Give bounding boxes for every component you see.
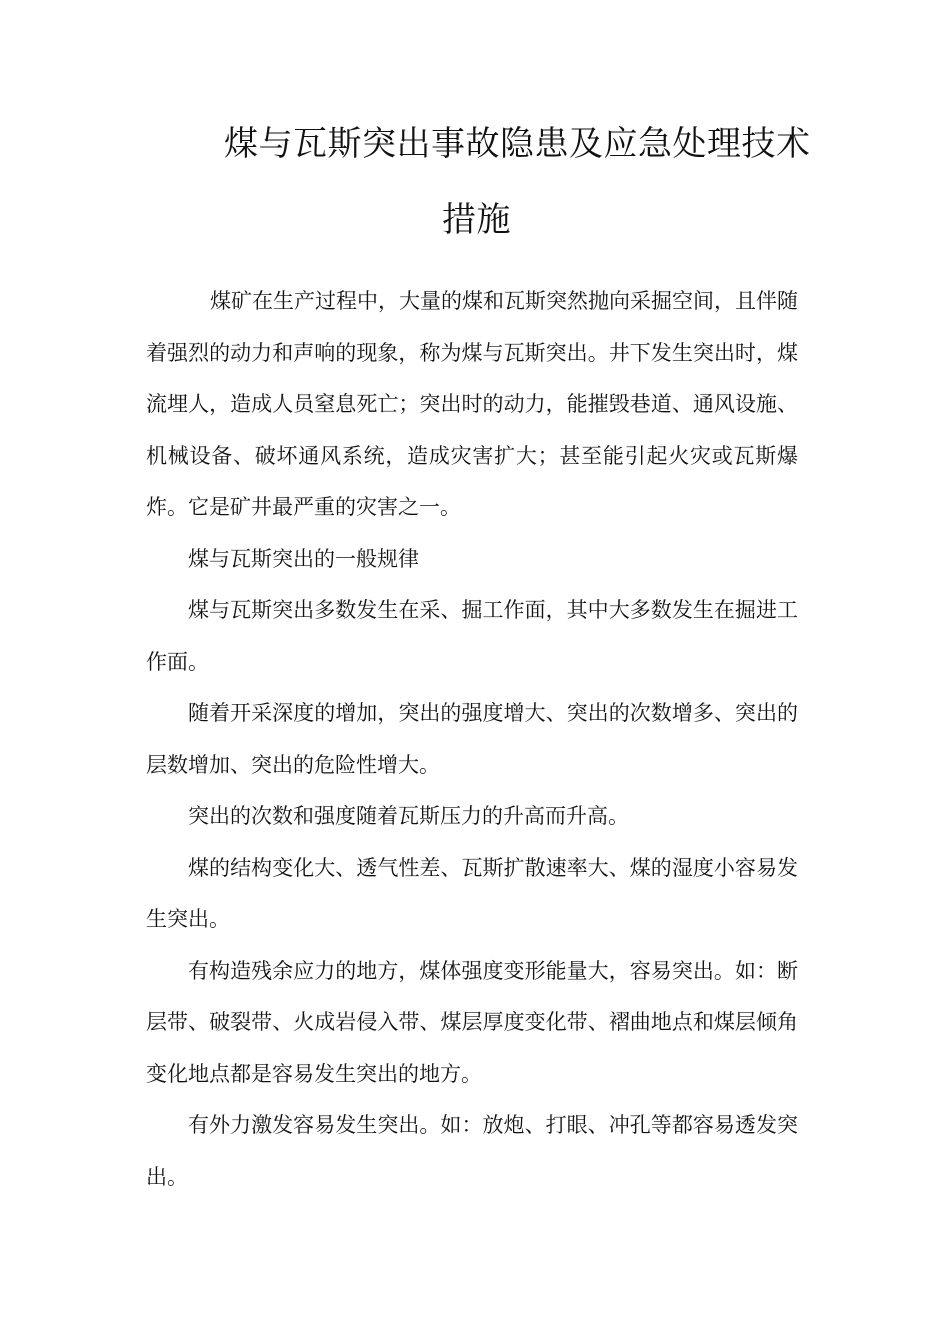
document-title-line-2: 措施 <box>442 200 511 240</box>
paragraph-rule-3: 突出的次数和强度随着瓦斯压力的升高而升高。 <box>188 804 629 828</box>
paragraph-rule-2: 随着开采深度的增加，突出的强度增大、突出的次数增多、突出的层数增加、突出的危险性增大。 <box>146 701 798 777</box>
paragraph-rule-1: 煤与瓦斯突出多数发生在采、掘工作面，其中大多数发生在掘进工作面。 <box>146 598 798 674</box>
paragraph-rule-6: 有外力激发容易发生突出。如：放炮、打眼、冲孔等都容易透发突出。 <box>146 1113 798 1189</box>
paragraph-intro: 煤矿在生产过程中，大量的煤和瓦斯突然抛向采掘空间，且伴随着强烈的动力和声响的现象，称为煤与瓦斯突出。井下发生突出时，煤流埋人，造成人员窒息死亡；突出时的动力，能摧毁巷道、通风设施、机械设备、破坏通风系统，造成灾害扩大；甚至能引起火灾或瓦斯爆炸。它是矿井最严重的灾害之一。 <box>146 289 798 519</box>
document-body <box>146 276 798 1203</box>
section-heading-general-rules: 煤与瓦斯突出的一般规律 <box>188 546 419 571</box>
document-title-line-1: 煤与瓦斯突出事故隐患及应急处理技术 <box>224 124 811 164</box>
paragraph-rule-5: 有构造残余应力的地方，煤体强度变形能量大，容易突出。如：断层带、破裂带、火成岩侵入带、煤层厚度变化带、褶曲地点和煤层倾角变化地点都是容易发生突出的地方。 <box>146 958 798 1086</box>
paragraph-rule-4: 煤的结构变化大、透气性差、瓦斯扩散速率大、煤的湿度小容易发生突出。 <box>146 855 798 931</box>
